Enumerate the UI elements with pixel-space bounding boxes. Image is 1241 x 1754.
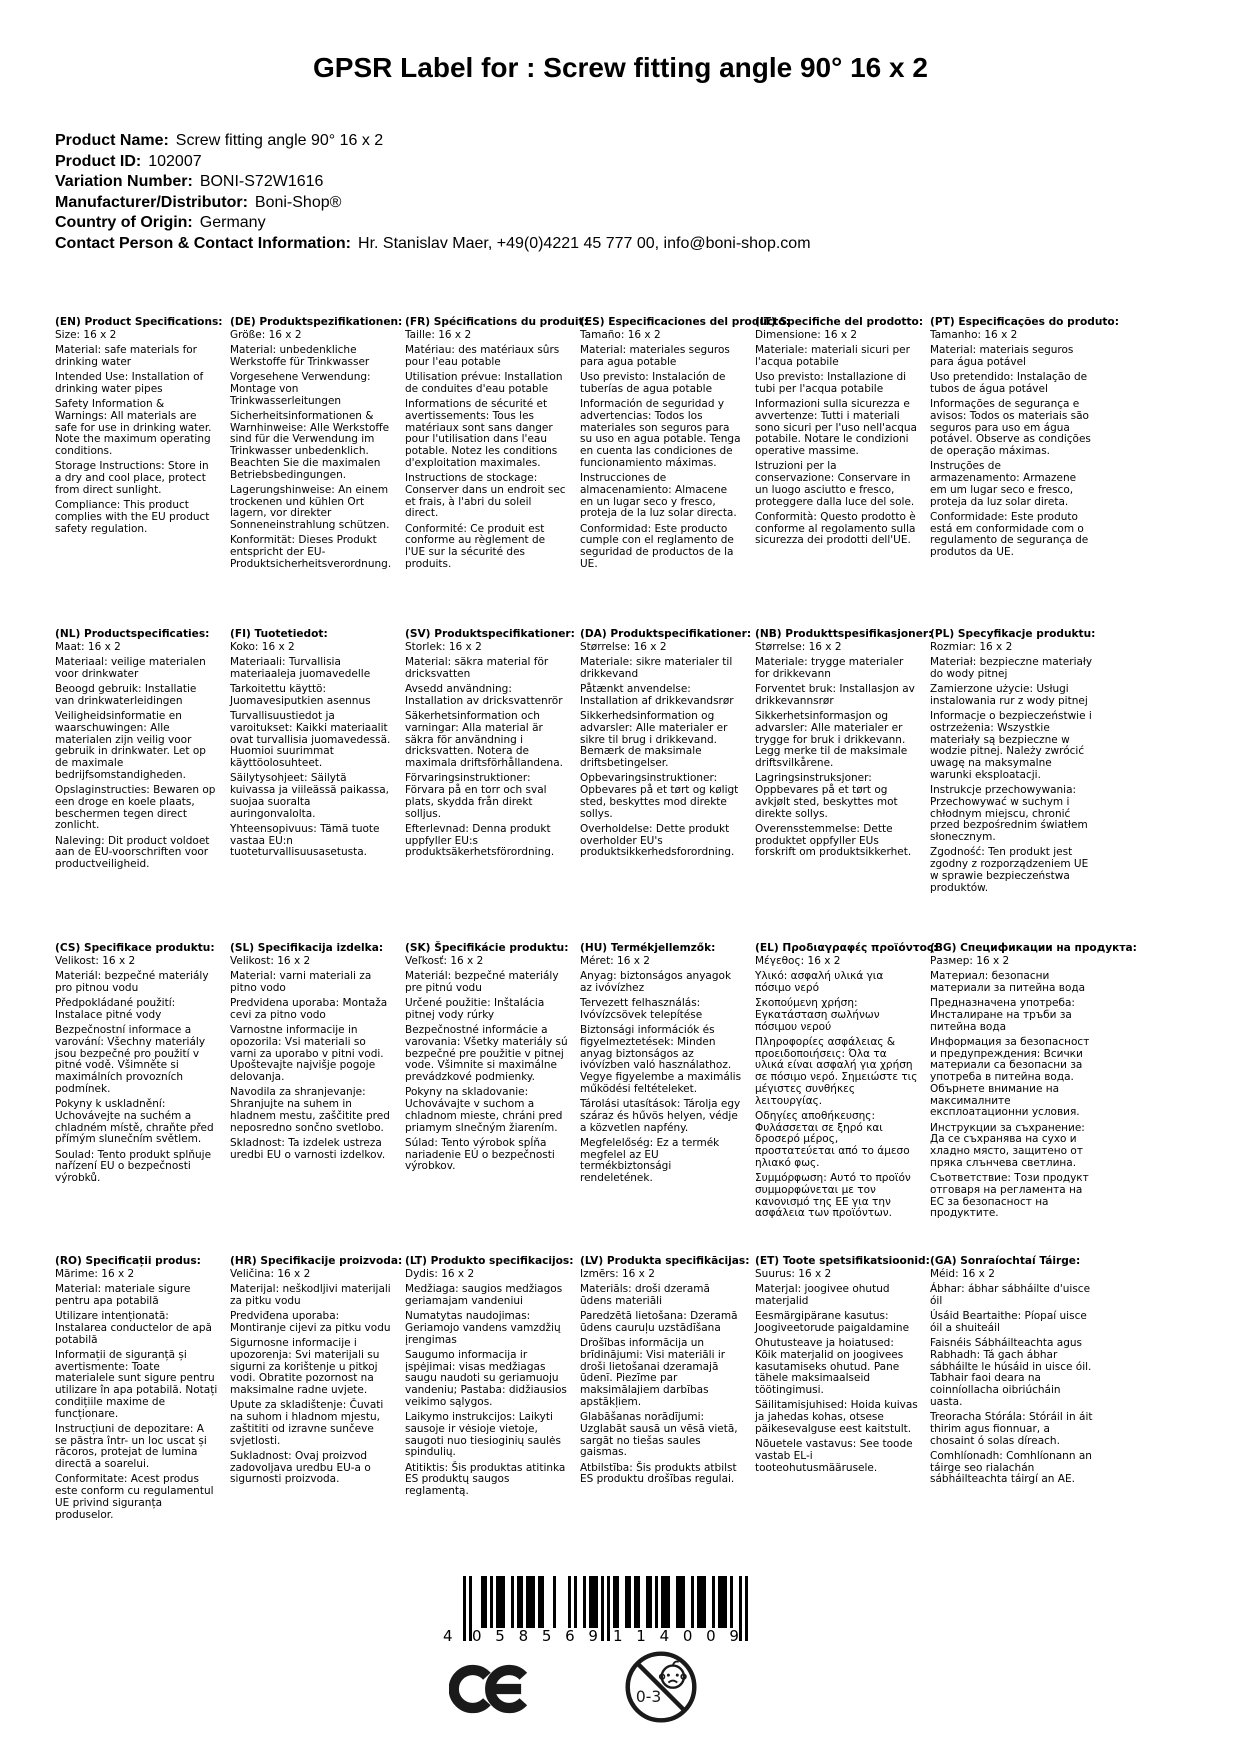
language-block-paragraph: Compliance: This product complies with the EU product safety regulation.	[55, 499, 210, 535]
language-block-paragraph: Σκοπούμενη χρήση: Εγκατάσταση σωλήνων πόσιμου νερού	[755, 997, 880, 1033]
language-block-paragraph: Tamanho: 16 x 2	[930, 328, 1018, 341]
product-info	[55, 131, 811, 254]
language-block-paragraph: Atbilstība: Šis produkts atbilst ES produktu drošības regulai.	[580, 1461, 737, 1486]
language-block-paragraph: Förvaringsinstruktioner: Förvara på en torr och sval plats, skydda från direkt solljus.	[405, 772, 547, 820]
barcode-digit: 1	[636, 1627, 646, 1645]
language-block-paragraph: Informações de segurança e avisos: Todos os materiais são seguros para uso em água potável. Observe as condições de operação máximas.	[930, 398, 1091, 458]
page-title: GPSR Label for : Screw fitting angle 90° 16 x 2	[313, 52, 928, 83]
language-block-paragraph: Sigurnosne informacije i upozorenja: Svi materijali su sigurni za korištenje u pitkoj vodi. Obratite pozornost na maksimalne radne uvjete.	[230, 1337, 380, 1397]
language-block-paragraph: Material: materiale sigure pentru apa potabilă	[55, 1283, 191, 1307]
language-block-paragraph: Informații de siguranță și avertismente: Toate materialele sunt sigure pentru utilizare în apa potabilă. Notați condițiile maxime de funcționare.	[55, 1348, 218, 1420]
language-block-lv	[580, 1255, 750, 1525]
language-block-header: (DA) Produktspecifikationer:	[580, 628, 752, 640]
product-field-row	[55, 172, 811, 193]
barcode-digit: 5	[541, 1627, 552, 1645]
language-block-paragraph: Efterlevnad: Denna produkt uppfyller EU:s produktsäkerhetsförordning.	[405, 822, 555, 859]
language-block-paragraph: Skladnost: Ta izdelek ustreza uredbi EU o varnosti izdelkov.	[230, 1136, 386, 1161]
language-block-paragraph: Navodila za shranjevanje: Shranjujte na suhem in hladnem mestu, zaščitite pred neposredno sončno svetlobo.	[230, 1086, 390, 1134]
language-block-fr	[405, 316, 588, 629]
language-block-paragraph: Størrelse: 16 x 2	[580, 640, 667, 653]
barcode-digit: 0	[682, 1627, 693, 1645]
language-block-paragraph: Materiál: bezpečné materiály pre pitnú vodu	[405, 970, 559, 994]
language-block-paragraph: Material: säkra material för dricksvatten	[405, 656, 549, 680]
barcode-digit: 9	[588, 1627, 598, 1645]
language-block-header: (NB) Produkttspesifikasjoner:	[755, 628, 933, 640]
language-block-paragraph: Drošības informācija un brīdinājumi: Visi materiāli ir droši lietošanai dzeramajā ūdenī. Piezīme par maksimālajiem darbības apstākļiem.	[580, 1337, 726, 1408]
language-block-paragraph: Turvallisuustiedot ja varoitukset: Kaikki materiaalit ovat turvallisia juomavedessä. Huomioi suurimmat käyttöolosuhteet.	[230, 710, 391, 770]
barcode-digit: 4	[659, 1627, 670, 1645]
language-block-en	[55, 316, 223, 629]
barcode-digit: 0	[472, 1627, 482, 1645]
language-block-paragraph: Conformidade: Este produto está em conformidade com o regulamento de segurança de produtos da UE.	[930, 510, 1089, 559]
language-block-header: (FI) Tuotetiedot:	[230, 628, 328, 640]
language-block-paragraph: Anyag: biztonságos anyagok az ivóvízhez	[580, 970, 732, 994]
language-block-paragraph: Materiál: bezpečné materiály pro pitnou vodu	[55, 970, 209, 994]
language-block-header: (LT) Produkto specifikacijos:	[405, 1255, 574, 1267]
barcode-digit: 0	[706, 1627, 716, 1645]
language-block-paragraph: Instruções de armazenamento: Armazene em um lugar seco e fresco, proteja da luz solar direta.	[930, 460, 1077, 508]
language-block-paragraph: Pokyny k uskladnění: Uchovávejte na suchém a chladném místě, chraňte před přímým slunečním světlem.	[55, 1098, 214, 1146]
language-block-paragraph: Información de seguridad y advertencias: Todos los materiales son seguros para su uso en agua potable. Tenga en cuenta las condiciones de funcionamiento máximas.	[580, 398, 741, 469]
language-block-paragraph: Informazioni sulla sicurezza e avvertenze: Tutti i materiali sono sicuri per l'uso nell'acqua potabile. Notare le condizioni operative massime.	[755, 398, 917, 458]
language-block-paragraph: Bezpečnostné informácie a varovania: Všetky materiály sú bezpečné pre použitie v pitnej vode. Všimnite si maximálne prevádzkové podmienky.	[405, 1024, 568, 1084]
language-block-paragraph: Ohutusteave ja hoiatused: Kõik materjalid on joogivees kasutamiseks ohutud. Pane tähele maksimaalseid töötingimusi.	[755, 1337, 904, 1397]
language-block-paragraph: Předpokládané použití: Instalace pitné vody	[55, 997, 176, 1021]
language-block-sk	[405, 943, 568, 1256]
language-block-paragraph: Overensstemmelse: Dette produktet oppfyller EUs forskrift om produktsikkerhet.	[755, 822, 912, 859]
language-block-header: (HU) Termékjellemzők:	[580, 942, 716, 954]
language-block-ga	[930, 1256, 1093, 1525]
language-block-paragraph: Lagerungshinweise: An einem trockenen und kühlen Ort lagern, vor direkter Sonneneinstrahlung schützen.	[230, 483, 390, 532]
language-block-paragraph: Izmērs: 16 x 2	[580, 1267, 655, 1280]
language-block-paragraph: Предназначена употреба: Инсталиране на тръби за питейна вода	[930, 997, 1075, 1033]
barcode-digit-first: 4	[443, 1627, 453, 1645]
barcode-digit: 1	[613, 1627, 623, 1645]
language-block-paragraph: Säilitamisjuhised: Hoida kuivas ja jahedas kohas, otsese päikesevalguse eest kaitstult.	[755, 1399, 918, 1435]
language-block-paragraph: Velikost: 16 x 2	[55, 954, 136, 967]
language-block-paragraph: Conformitate: Acest produs este conform cu regulamentul UE privind siguranța produselor.	[55, 1473, 214, 1521]
language-grid	[55, 316, 1137, 1525]
language-block-paragraph: Uso previsto: Installazione di tubi per l'acqua potabile	[755, 371, 907, 395]
language-block-paragraph: Instrukcje przechowywania: Przechowywać w suchym i chłodnym miejscu, chronić przed bezpośrednim światłem słonecznym.	[930, 784, 1088, 844]
language-block-paragraph: Sukladnost: Ovaj proizvod zadovoljava uredbu EU-a o sigurnosti proizvoda.	[230, 1449, 371, 1486]
language-block-paragraph: Μέγεθος: 16 x 2	[755, 954, 841, 967]
language-block-header: (SL) Specifikacija izdelka:	[230, 942, 384, 954]
language-block-paragraph: Säilytysohjeet: Säilytä kuivassa ja viileässä paikassa, suojaa suoralta auringonvalolta.	[230, 772, 390, 820]
language-block-paragraph: Comhlíonadh: Comhlíonann an táirge seo rialachán sábháilteachta táirgí an AE.	[930, 1449, 1092, 1486]
language-block-paragraph: Beoogd gebruik: Installatie van drinkwaterleidingen	[55, 683, 197, 707]
language-block-paragraph: Material: varni materiali za pitno vodo	[230, 970, 372, 994]
product-field-row	[55, 213, 811, 234]
language-block-ro	[55, 1256, 218, 1525]
language-block-paragraph: Sikkerhedsinformation og advarsler: Alle materialer er sikre til brug i drikkevand. Bemærk de maksimale driftsbetingelser.	[580, 710, 728, 770]
product-field-value: Hr. Stanislav Maer, +49(0)4221 45 777 00, info@boni-shop.com	[358, 234, 811, 252]
language-block-paragraph: Pokyny na skladovanie: Uchovávajte v suchom a chladnom mieste, chráni pred priamym slnečným žiarením.	[405, 1086, 563, 1134]
language-block-da	[580, 628, 752, 943]
language-block-paragraph: Materiaali: Turvallisia materiaaleja juomavedelle	[230, 656, 371, 680]
language-block-paragraph: Safety Information & Warnings: All materials are safe for use in drinking water. Note the maximum operating conditions.	[55, 398, 212, 458]
language-block-paragraph: Veľkosť: 16 x 2	[405, 954, 484, 967]
product-field-row	[55, 193, 811, 214]
language-block-header: (DE) Produktspezifikationen:	[230, 316, 403, 328]
language-block-paragraph: Sikkerhetsinformasjon og advarsler: Alle materialer er trygge for bruk i drikkevann. Legg merke til de maksimale driftsvilkårene.	[755, 710, 908, 770]
language-block-paragraph: Méret: 16 x 2	[580, 954, 650, 967]
language-block-header: (SK) Špecifikácie produktu:	[405, 942, 569, 954]
language-block-paragraph: Material: materiais seguros para água potável	[930, 344, 1074, 368]
product-field-label: Country of Origin:	[55, 214, 193, 231]
language-block-paragraph: Materiale: sikre materialer til drikkevand	[580, 656, 733, 680]
language-block-paragraph: Atitiktis: Šis produktas atitinka ES produktų saugos reglamentą.	[405, 1461, 566, 1498]
language-block-paragraph: Predviđena uporaba: Montiranje cijevi za pitku vodu	[230, 1310, 391, 1334]
language-block-paragraph: Suurus: 16 x 2	[755, 1267, 832, 1280]
language-block-paragraph: Uso pretendido: Instalação de tubos de água potável	[930, 371, 1088, 395]
language-block-paragraph: Размер: 16 x 2	[930, 954, 1010, 967]
language-block-paragraph: Instrucciones de almacenamiento: Almacene en un lugar seco y fresco, proteja de la luz solar directa.	[580, 472, 737, 520]
language-block-paragraph: Informacje o bezpieczeństwie i ostrzeżenia: Wszystkie materiały są bezpieczne w wodzie pitnej. Należy zwrócić uwagę na maksymalne warunki eksploatacji.	[930, 710, 1092, 781]
language-block-paragraph: Utilizare intenționată: Instalarea conductelor de apă potabilă	[55, 1310, 212, 1346]
language-block-paragraph: Avsedd användning: Installation av dricksvattenrör	[405, 683, 563, 707]
language-block-paragraph: Tárolási utasítások: Tárolja egy száraz és hűvös helyen, védje a közvetlen napfény.	[580, 1098, 741, 1134]
language-block-sl	[230, 943, 393, 1256]
language-block-sv	[405, 628, 575, 943]
language-block-paragraph: Opslaginstructies: Bewaren op een droge en koele plaats, beschermen tegen direct zonlicht.	[55, 784, 216, 832]
language-block-paragraph: Lagringsinstruksjoner: Oppbevares på et tørt og avkjølt sted, beskyttes mot direkte sollys.	[755, 772, 898, 820]
product-field-value: Boni-Shop®	[254, 193, 342, 211]
language-block-paragraph: Istruzioni per la conservazione: Conservare in un luogo asciutto e fresco, proteggere dalla luce del sole.	[755, 460, 915, 508]
language-block-paragraph: Materiāls: droši dzeramā ūdens materiāli	[580, 1283, 710, 1307]
language-block-paragraph: Größe: 16 x 2	[230, 328, 302, 341]
language-block-paragraph: Bezpečnostní informace a varování: Všechny materiály jsou bezpečné pro použití v pitné vodě. Všimněte si maximálních provozních podmínek.	[55, 1024, 206, 1095]
language-block-paragraph: Numatytas naudojimas: Geriamojo vandens vamzdžių įrengimas	[405, 1310, 561, 1346]
language-block-paragraph: Съответствие: Този продукт отговаря на регламента на ЕС за безопасност на продуктите.	[930, 1172, 1089, 1220]
language-block-el	[755, 942, 938, 1256]
language-block-paragraph: Materijal: neškodljivi materijali za pitku vodu	[230, 1283, 391, 1307]
language-block-paragraph: Laikymo instrukcijos: Laikyti sausoje ir vėsioje vietoje, saugoti nuo tiesioginių saulės spindulių.	[405, 1411, 561, 1459]
product-field-row	[55, 131, 811, 152]
language-block-paragraph: Forventet bruk: Installasjon av drikkevannsrør	[755, 683, 915, 707]
language-block-paragraph: Glabāšanas norādījumi: Uzglabāt sausā un vēsā vietā, sargāt no tiešas saules gaismas.	[580, 1411, 738, 1459]
language-block-paragraph: Dimensione: 16 x 2	[755, 328, 858, 341]
language-block-paragraph: Πληροφορίες ασφάλειας & προειδοποιήσεις: Όλα τα υλικά είναι ασφαλή για χρήση σε πόσιμο νερό. Σημειώστε τις μέγιστες συνθήκες λειτουργίας.	[755, 1035, 918, 1107]
language-block-paragraph: Dydis: 16 x 2	[405, 1267, 475, 1280]
language-block-paragraph: Velikost: 16 x 2	[230, 954, 311, 967]
language-block-paragraph: Συμμόρφωση: Αυτό το προϊόν συμμορφώνεται με τον κανονισμό της ΕΕ για την ασφάλεια των προϊόντων.	[755, 1172, 911, 1220]
barcode-digit: 6	[565, 1627, 575, 1645]
language-block-paragraph: Materiaal: veilige materialen voor drinkwater	[55, 656, 206, 680]
language-block-paragraph: Určené použitie: Inštalácia pitnej vody rúrky	[405, 997, 545, 1021]
language-block-paragraph: Maat: 16 x 2	[55, 640, 121, 653]
language-block-paragraph: Naleving: Dit product voldoet aan de EU-voorschriften voor productveiligheid.	[55, 834, 210, 871]
language-block-paragraph: Méid: 16 x 2	[930, 1267, 995, 1280]
language-block-paragraph: Υλικό: ασφαλή υλικά για πόσιμο νερό	[755, 970, 884, 994]
language-block-paragraph: Intended Use: Installation of drinking water pipes	[55, 371, 204, 395]
product-field-row	[55, 152, 811, 173]
language-block-header: (RO) Specificații produs:	[55, 1255, 201, 1267]
language-block-header: (CS) Specifikace produktu:	[55, 942, 215, 954]
language-block-paragraph: Paredzētā lietošana: Dzeramā ūdens cauruļu uzstādīšana	[580, 1310, 738, 1334]
language-block-paragraph: Biztonsági információk és figyelmeztetések: Minden anyag biztonságos az ivóvízben való használathoz. Vegye figyelembe a maximális működési feltételeket.	[580, 1024, 742, 1095]
barcode-digits-right	[613, 1627, 739, 1645]
language-block-es	[580, 316, 790, 629]
language-block-paragraph: Konformität: Dieses Produkt entspricht der EU-Produktsicherheitsverordnung.	[230, 534, 392, 570]
language-block-lt	[405, 1255, 574, 1525]
language-block-paragraph: Material: safe materials for drinking water	[55, 344, 198, 368]
language-block-paragraph: Treoracha Stórála: Stóráil in áit thirim agus fionnuar, a chosaint ó solas díreach.	[930, 1411, 1093, 1447]
language-block-paragraph: Material: unbedenkliche Werkstoffe für Trinkwasser	[230, 344, 370, 368]
language-block-paragraph: Megfelelőség: Ez a termék megfelel az EU termékbiztonsági rendeletének.	[580, 1136, 720, 1185]
language-block-paragraph: Súlad: Tento výrobok spĺňa nariadenie EÚ o bezpečnosti výrobkov.	[405, 1136, 555, 1173]
language-block-cs	[55, 943, 218, 1256]
language-block-paragraph: Påtænkt anvendelse: Installation af drikkevandsrør	[580, 683, 734, 707]
language-block-paragraph: Mărime: 16 x 2	[55, 1267, 135, 1280]
language-block-paragraph: Sicherheitsinformationen & Warnhinweise: Alle Werkstoffe sind für die Verwendung im Trinkwasser unbedenklich. Beachten Sie die maximalen Betriebsbedingungen.	[230, 409, 390, 481]
language-block-header: (EL) Προδιαγραφές προϊόντος:	[755, 942, 938, 954]
language-block-paragraph: Koko: 16 x 2	[230, 640, 295, 653]
language-block-paragraph: Zamierzone użycie: Usługi instalowania rur z wody pitnej	[930, 683, 1088, 707]
language-block-paragraph: Tamaño: 16 x 2	[580, 328, 661, 341]
ce-mark-icon	[449, 1660, 533, 1722]
language-block-paragraph: Overholdelse: Dette produkt overholder EU's produktsikkerhedsforordning.	[580, 822, 735, 859]
barcode-digits-left	[472, 1627, 598, 1645]
language-block-paragraph: Οδηγίες αποθήκευσης: Φυλάσσεται σε ξηρό και δροσερό μέρος, προστατεύεται από το άμεσο ηλιακό φως.	[755, 1109, 910, 1169]
language-block-paragraph: Storlek: 16 x 2	[405, 640, 482, 653]
language-block-pl	[930, 628, 1096, 943]
age-warning-label: 0-3	[635, 1687, 662, 1706]
product-field-value: Germany	[199, 214, 266, 231]
language-block-paragraph: Upute za skladištenje: Čuvati na suhom i hladnom mjestu, zaštititi od izravne sunčeve svjetlosti.	[230, 1399, 384, 1447]
language-block-paragraph: Instructions de stockage: Conserver dans un endroit sec et frais, à l'abri du soleil direct.	[405, 472, 566, 520]
language-block-paragraph: Storage Instructions: Store in a dry and cool place, protect from direct sunlight.	[55, 460, 209, 496]
language-block-paragraph: Säkerhetsinformation och varningar: Alla material är säkra för användning i dricksvatten. Notera de maximala driftsförhållandena.	[405, 710, 563, 770]
language-block-paragraph: Materiale: trygge materialer for drikkevann	[755, 656, 904, 680]
language-block-paragraph: Úsáid Beartaithe: Píopaí uisce óil a shuiteáil	[930, 1310, 1087, 1334]
language-block-hr	[230, 1255, 403, 1525]
language-block-de	[230, 316, 403, 629]
barcode-digit: 9	[729, 1627, 739, 1645]
language-block-paragraph: Conformità: Questo prodotto è conforme al regolamento sulla sicurezza dei prodotti dell'UE.	[755, 510, 916, 547]
language-block-bg	[930, 942, 1137, 1256]
language-block-nb	[755, 628, 933, 943]
ean13-barcode	[443, 1576, 748, 1650]
barcode-digit: 5	[495, 1627, 505, 1645]
product-field-label: Product Name:	[55, 132, 169, 149]
language-block-paragraph: Tervezett felhasználás: Ivóvízcsövek telepítése	[580, 997, 703, 1021]
language-block-paragraph: Predvidena uporaba: Montaža cevi za pitno vodo	[230, 997, 388, 1021]
language-block-header: (PL) Specyfikacje produktu:	[930, 628, 1096, 640]
language-block-paragraph: Taille: 16 x 2	[405, 328, 472, 341]
language-block-header: (IT) Specifiche del prodotto:	[755, 316, 924, 328]
language-block-header: (SV) Produktspecifikationer:	[405, 628, 575, 640]
language-block-header: (ES) Especificaciones del producto:	[580, 316, 790, 328]
product-field-label: Product ID:	[55, 152, 142, 170]
language-block-header: (BG) Спецификации на продукта:	[930, 942, 1137, 954]
language-block-paragraph: Varnostne informacije in opozorila: Vsi materiali so varni za uporabo v pitni vodi. Upoštevajte najvišje pogoje delovanja.	[230, 1024, 384, 1084]
language-block-paragraph: Eesmärgipärane kasutus: Joogiveetorude paigaldamine	[755, 1310, 910, 1334]
language-block-paragraph: Vorgesehene Verwendung: Montage von Trinkwasserleitungen	[230, 371, 371, 407]
language-block-paragraph: Matériau: des matériaux sûrs pour l'eau potable	[405, 344, 560, 368]
language-block-paragraph: Saugumo informacija ir įspėjimai: visas medžiagas saugu naudoti su geriamuoju vandeniu; Pastaba: didžiausios veikimo sąlygos.	[405, 1348, 567, 1408]
language-block-header: (NL) Productspecificaties:	[55, 628, 210, 640]
language-block-paragraph: Størrelse: 16 x 2	[755, 640, 842, 653]
language-block-paragraph: Veličina: 16 x 2	[230, 1267, 311, 1280]
language-block-paragraph: Rozmiar: 16 x 2	[930, 640, 1013, 653]
product-field-label: Variation Number:	[55, 173, 193, 190]
language-block-paragraph: Materiale: materiali sicuri per l'acqua potabile	[755, 344, 910, 368]
language-block-paragraph: Materiał: bezpieczne materiały do wody pitnej	[930, 656, 1093, 680]
language-block-pt	[930, 316, 1119, 629]
language-block-header: (LV) Produkta specifikācijas:	[580, 1255, 750, 1267]
language-block-paragraph: Soulad: Tento produkt splňuje nařízení EU o bezpečnosti výrobků.	[55, 1148, 212, 1185]
language-block-header: (PT) Especificações do produto:	[930, 316, 1119, 328]
product-field-label: Manufacturer/Distributor:	[55, 193, 248, 211]
language-block-header: (EN) Product Specifications:	[55, 316, 223, 328]
language-block-nl	[55, 629, 218, 943]
language-block-paragraph: Utilisation prévue: Installation de conduites d'eau potable	[405, 371, 563, 395]
language-block-paragraph: Ábhar: ábhar sábháilte d'uisce óil	[930, 1283, 1091, 1307]
product-field-value: 102007	[148, 152, 202, 170]
language-block-paragraph: Opbevaringsinstruktioner: Opbevares på et tørt og køligt sted, beskyttes mod direkte sollys.	[580, 772, 739, 820]
language-block-paragraph: Инструкции за съхранение: Да се съхранява на сухо и хладно място, защитено от пряка слънчева светлина.	[930, 1121, 1085, 1169]
language-block-paragraph: Nõuetele vastavus: See toode vastab EL-i tooteohutusmäärusele.	[755, 1438, 913, 1474]
language-block-paragraph: Материал: безопасни материали за питейна вода	[930, 970, 1086, 994]
product-field-value: BONI-S72W1616	[199, 173, 324, 190]
language-block-et	[755, 1255, 930, 1525]
barcode-digit: 8	[518, 1627, 529, 1645]
language-block-paragraph: Информация за безопасност и предупреждения: Всички материали са безопасни за употреба в питейна вода. Обърнете внимание на максималните експлоатационни условия.	[930, 1035, 1090, 1119]
language-block-paragraph: Instrucțiuni de depozitare: A se păstra într- un loc uscat și răcoros, protejat de lumina directă a soarelui.	[55, 1422, 207, 1471]
product-field-label: Contact Person & Contact Information:	[55, 234, 352, 252]
language-block-paragraph: Tarkoitettu käyttö: Juomavesiputkien asennus	[230, 683, 371, 707]
language-block-paragraph: Conformité: Ce produit est conforme au règlement de l'UE sur la sécurité des produits.	[405, 522, 546, 570]
language-block-header: (ET) Toote spetsifikatsioonid:	[755, 1255, 930, 1267]
language-block-paragraph: Material: materiales seguros para agua potable	[580, 344, 730, 368]
product-field-value: Screw fitting angle 90° 16 x 2	[175, 132, 384, 149]
language-block-paragraph: Size: 16 x 2	[55, 328, 117, 341]
language-block-header: (HR) Specifikacije proizvoda:	[230, 1255, 403, 1267]
language-block-paragraph: Yhteensopivuus: Tämä tuote vastaa EU:n tuoteturvallisuusasetusta.	[230, 822, 380, 859]
language-block-header: (GA) Sonraíochtaí Táirge:	[930, 1255, 1081, 1267]
language-block-hu	[580, 943, 743, 1256]
product-field-row	[55, 234, 811, 255]
language-block-paragraph: Uso previsto: Instalación de tuberías de agua potable	[580, 371, 726, 395]
language-block-header: (FR) Spécifications du produit:	[405, 316, 588, 328]
language-block-paragraph: Conformidad: Este producto cumple con el reglamento de seguridad de productos de la UE.	[580, 522, 734, 570]
language-block-fi	[230, 629, 393, 943]
language-block-paragraph: Materjal: joogivee ohutud materjalid	[755, 1283, 890, 1307]
age-warning-icon	[624, 1650, 698, 1728]
language-block-paragraph: Veiligheidsinformatie en waarschuwingen: Alle materialen zijn veilig voor gebruik in drinkwater. Let op de maximale bedrijfsomstandigheden.	[55, 710, 206, 781]
language-block-paragraph: Medžiaga: saugios medžiagos geriamajam vandeniui	[405, 1283, 563, 1307]
language-block-paragraph: Zgodność: Ten produkt jest zgodny z rozporządzeniem UE w sprawie bezpieczeństwa produktów.	[930, 846, 1089, 894]
language-block-paragraph: Faisnéis Sábháilteachta agus Rabhadh: Tá gach ábhar sábháilte le húsáid in uisce óil. Tabhair faoi deara na coinníollacha oibriúcháin uasta.	[930, 1337, 1092, 1408]
language-block-paragraph: Informations de sécurité et avertissements: Tous les matériaux sont sans danger pour l'utilisation dans l'eau potable. Notez les conditions d'exploitation maximales.	[405, 398, 558, 469]
language-block-it	[755, 316, 924, 629]
